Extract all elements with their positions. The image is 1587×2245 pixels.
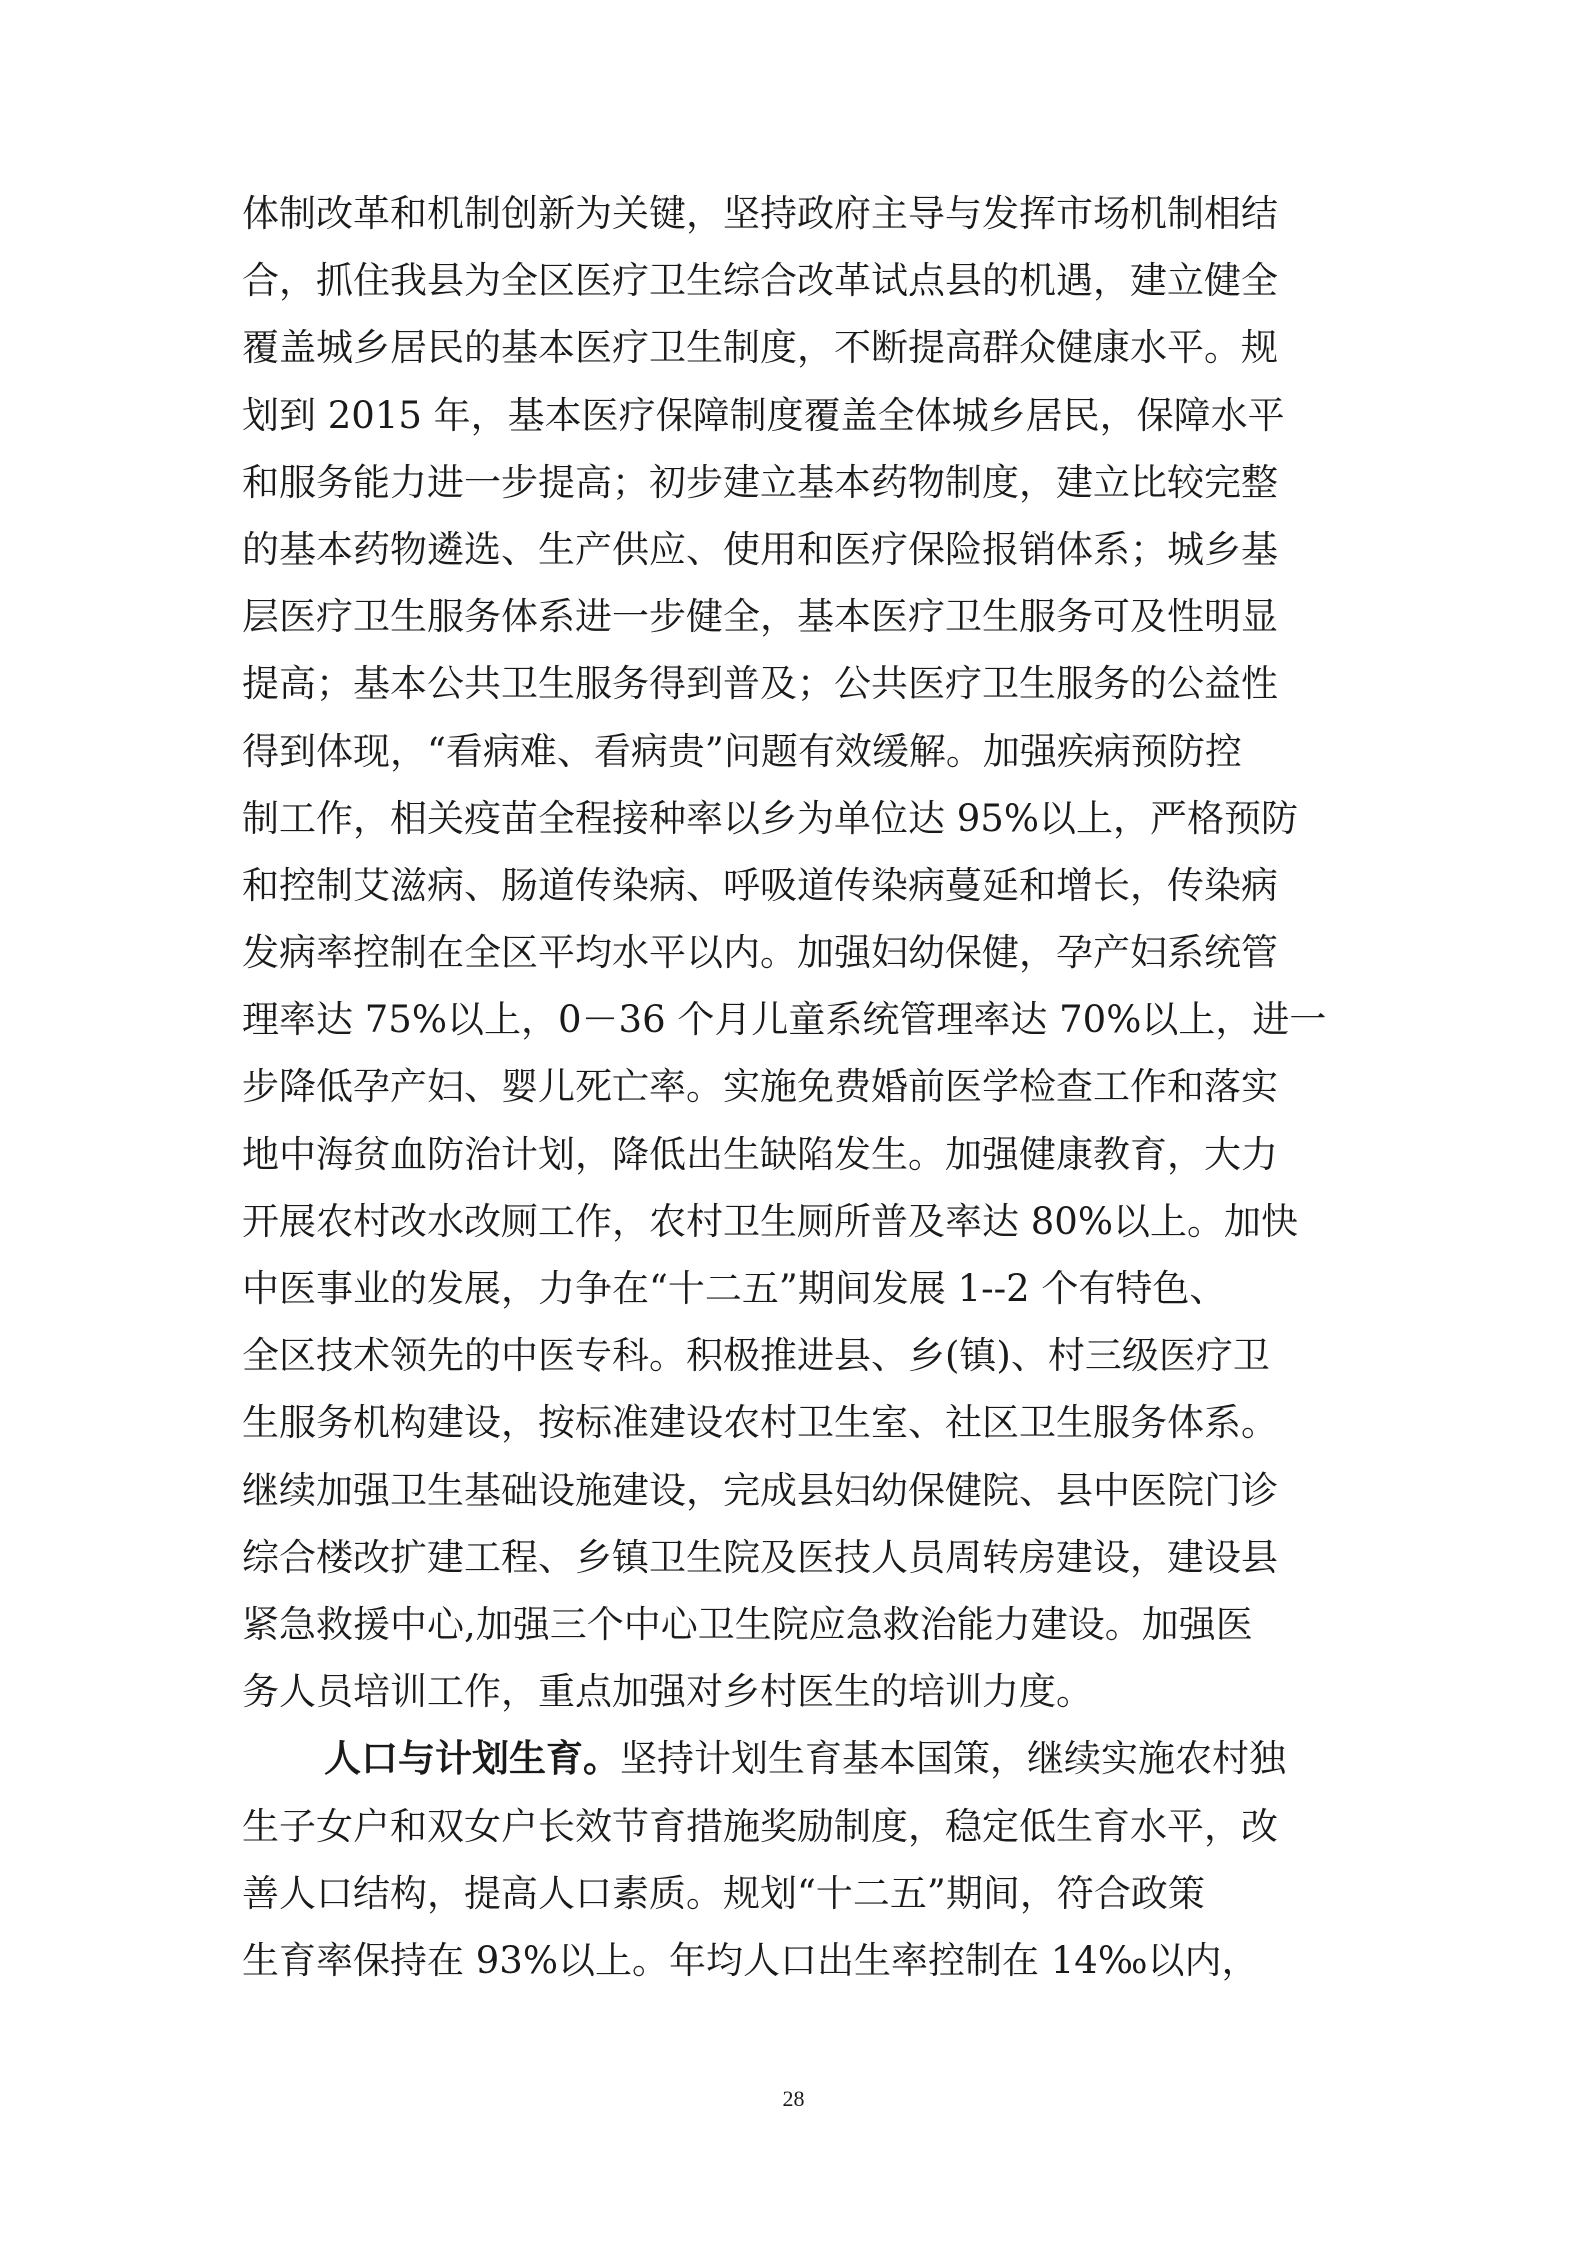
text-line: 生服务机构建设，按标准建设农村卫生室、社区卫生服务体系。 (242, 1401, 1278, 1445)
text-line: 地中海贫血防治计划，降低出生缺陷发生。加强健康教育，大力 (242, 1132, 1278, 1176)
text-line: 综合楼改扩建工程、乡镇卫生院及医技人员周转房建设，建设县 (242, 1535, 1278, 1579)
text-line: 提高；基本公共卫生服务得到普及；公共医疗卫生服务的公益性 (242, 662, 1278, 706)
text-line: 体制改革和机制创新为关键，坚持政府主导与发挥市场机制相结 (242, 192, 1278, 235)
text-line: 紧急救援中心,加强三个中心卫生院应急救治能力建设。加强医 (242, 1602, 1253, 1646)
text-line: 划到 2015 年，基本医疗保障制度覆盖全体城乡居民，保障水平 (242, 393, 1285, 437)
text-line: 继续加强卫生基础设施建设，完成县妇幼保健院、县中医院门诊 (242, 1468, 1278, 1512)
text-line: 发病率控制在全区平均水平以内。加强妇幼保健，孕产妇系统管 (242, 931, 1278, 975)
text-line: 步降低孕产妇、婴儿死亡率。实施免费婚前医学检查工作和落实 (242, 1065, 1278, 1109)
body-text (242, 180, 1357, 1994)
section-first-line (242, 1725, 1357, 1792)
text-line: 开展农村改水改厕工作，农村卫生厕所普及率达 80%以上。加快 (242, 1199, 1298, 1243)
text-line: 善人口结构，提高人口素质。规划“十二五”期间，符合政策 (242, 1871, 1205, 1915)
text-line: 中医事业的发展，力争在“十二五”期间发展 1--2 个有特色、 (242, 1267, 1227, 1310)
section-heading: 人口与计划生育。 (324, 1736, 620, 1781)
text-line: 和服务能力进一步提高；初步建立基本药物制度，建立比较完整 (242, 460, 1278, 504)
text-line: 制工作，相关疫苗全程接种率以乡为单位达 95%以上，严格预防 (242, 796, 1298, 840)
text-line: 生子女户和双女户长效节育措施奖励制度，稳定低生育水平，改 (242, 1804, 1278, 1848)
section-first-line-text: 坚持计划生育基本国策，继续实施农村独 (620, 1737, 1286, 1781)
text-line: 全区技术领先的中医专科。积极推进县、乡(镇)、村三级医疗卫 (242, 1334, 1270, 1378)
text-line: 和控制艾滋病、肠道传染病、呼吸道传染病蔓延和增长，传染病 (242, 863, 1278, 907)
page-number: 28 (782, 2086, 805, 2111)
text-line: 层医疗卫生服务体系进一步健全，基本医疗卫生服务可及性明显 (242, 595, 1278, 639)
text-line: 合，抓住我县为全区医疗卫生综合改革试点县的机遇，建立健全 (242, 259, 1278, 303)
text-line: 务人员培训工作，重点加强对乡村医生的培训力度。 (242, 1670, 1093, 1714)
text-line: 得到体现，“看病难、看病贵”问题有效缓解。加强疾病预防控 (242, 729, 1242, 773)
text-line: 覆盖城乡居民的基本医疗卫生制度，不断提高群众健康水平。规 (242, 326, 1278, 370)
text-line: 的基本药物遴选、生产供应、使用和医疗保险报销体系；城乡基 (242, 527, 1278, 571)
text-line: 理率达 75%以上，0－36 个月儿童系统管理率达 70%以上，进一 (242, 998, 1327, 1042)
text-line: 生育率保持在 93%以上。年均人口出生率控制在 14‰以内， (242, 1938, 1259, 1982)
